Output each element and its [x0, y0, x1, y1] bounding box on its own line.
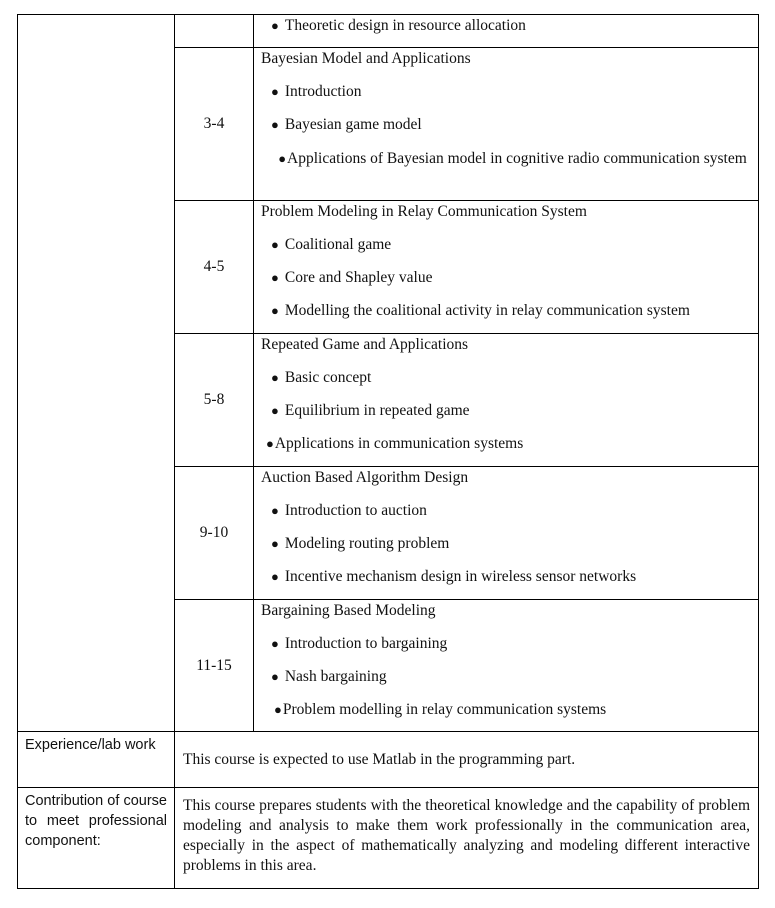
topic-item: ● Basic concept: [271, 369, 372, 386]
week-cell: 11-15: [175, 600, 254, 732]
experience-row: [18, 732, 759, 788]
topic-item: ● Nash bargaining: [271, 668, 387, 685]
week-cell: 5-8: [175, 334, 254, 467]
contribution-row: [18, 788, 759, 889]
topic-cell: [254, 48, 759, 201]
contribution-label: Contribution of course to meet professional component:: [18, 788, 175, 889]
topic-item: ● Equilibrium in repeated game: [271, 402, 470, 419]
topic-item: ● Bayesian game model: [271, 116, 422, 133]
empty-label-cell: [18, 15, 175, 732]
topic-cell: [254, 201, 759, 334]
topic-cell: [254, 15, 759, 48]
experience-text: This course is expected to use Matlab in the programming part.: [175, 732, 759, 788]
topic-cell: [254, 600, 759, 732]
week-cell: 4-5: [175, 201, 254, 334]
topic-item: ● Coalitional game: [271, 236, 392, 253]
topic-item: ● Introduction: [271, 83, 362, 100]
topic-item: ●Applications of Bayesian model in cognitive radio communication system: [278, 150, 747, 167]
module-title: Auction Based Algorithm Design: [261, 469, 469, 486]
topic-item: ● Introduction to auction: [271, 502, 427, 519]
topic-cell: [254, 467, 759, 600]
week-cell: [175, 15, 254, 48]
topic-cell: [254, 334, 759, 467]
experience-label: Experience/lab work: [18, 732, 175, 788]
module-title: Bayesian Model and Applications: [261, 50, 471, 67]
topic-item: ● Incentive mechanism design in wireless sensor networks: [271, 568, 637, 585]
contribution-text: This course prepares students with the theoretical knowledge and the capability of problem modeling and analysis to make them work professionally in the communication area, especially in the aspect of mathematically analyzing and modeling different interactive problems in this area.: [175, 788, 759, 889]
topic-item: ● Modelling the coalitional activity in relay communication system: [271, 302, 690, 319]
module-title: Bargaining Based Modeling: [261, 602, 436, 619]
week-cell: 3-4: [175, 48, 254, 201]
topic-item: ● Theoretic design in resource allocation: [271, 17, 526, 34]
module-title: Repeated Game and Applications: [261, 336, 469, 353]
topic-item: ● Introduction to bargaining: [271, 635, 448, 652]
schedule-row: [18, 15, 759, 48]
topic-item: ● Core and Shapley value: [271, 269, 433, 286]
topic-item: ●Problem modelling in relay communication systems: [274, 701, 607, 718]
module-title: Problem Modeling in Relay Communication System: [261, 203, 587, 220]
topic-item: ●Applications in communication systems: [266, 435, 524, 452]
topic-item: ● Modeling routing problem: [271, 535, 450, 552]
week-cell: 9-10: [175, 467, 254, 600]
course-schedule-table: [17, 14, 759, 889]
